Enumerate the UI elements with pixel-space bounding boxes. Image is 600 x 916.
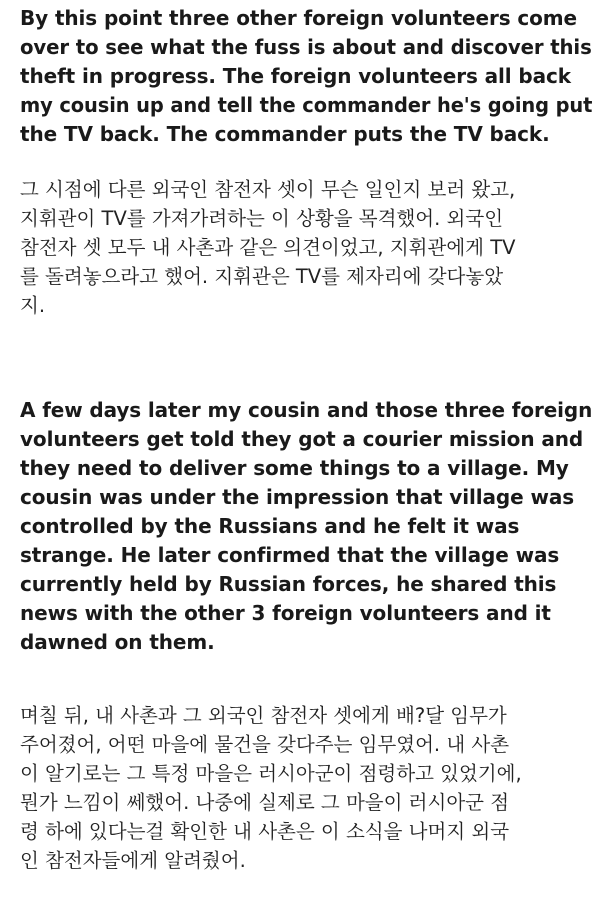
- text-line: 참전자 셋 모두 내 사촌과 같은 의견이었고, 지휘관에게 TV: [20, 236, 516, 259]
- text-line: my cousin up and tell the commander he's going put: [20, 93, 593, 117]
- paragraph-english-2: [20, 396, 592, 657]
- paragraph-korean-2: [20, 701, 592, 875]
- text-line: A few days later my cousin and those three foreign: [20, 398, 593, 422]
- text-line: cousin was under the impression that village was: [20, 485, 575, 509]
- paragraph-korean-1: [20, 175, 592, 320]
- text-line: currently held by Russian forces, he shared this: [20, 572, 557, 596]
- document-body: [20, 4, 592, 875]
- text-line: volunteers get told they got a courier mission and: [20, 427, 584, 451]
- text-line: 령 하에 있다는걸 확인한 내 사촌은 이 소식을 나머지 외국: [20, 820, 510, 843]
- text-line: strange. He later confirmed that the village was: [20, 543, 560, 567]
- text-line: 주어졌어, 어떤 마을에 물건을 갖다주는 임무였어. 내 사촌: [20, 733, 510, 756]
- paragraph-english-1: [20, 4, 592, 149]
- text-line: 이 알기로는 그 특정 마을은 러시아군이 점령하고 있었기에,: [20, 762, 522, 785]
- text-line: 지휘관이 TV를 가져가려하는 이 상황을 목격했어. 외국인: [20, 207, 504, 230]
- text-line: news with the other 3 foreign volunteers and it: [20, 601, 551, 625]
- text-line: over to see what the fuss is about and discover this: [20, 35, 592, 59]
- text-line: they need to deliver some things to a village. My: [20, 456, 569, 480]
- text-line: By this point three other foreign volunteers come: [20, 6, 577, 30]
- text-line: the TV back. The commander puts the TV back.: [20, 122, 550, 146]
- text-line: 지.: [20, 294, 46, 317]
- text-line: controlled by the Russians and he felt it was: [20, 514, 520, 538]
- text-line: 며칠 뒤, 내 사촌과 그 외국인 참전자 셋에게 배?달 임무가: [20, 704, 507, 727]
- text-line: 를 돌려놓으라고 했어. 지휘관은 TV를 제자리에 갖다놓았: [20, 265, 504, 288]
- text-line: 그 시점에 다른 외국인 참전자 셋이 무슨 일인지 보러 왔고,: [20, 178, 516, 201]
- text-line: 인 참전자들에게 알려줬어.: [20, 849, 246, 872]
- text-line: 뭔가 느낌이 쎄했어. 나중에 실제로 그 마을이 러시아군 점: [20, 791, 510, 814]
- text-line: theft in progress. The foreign volunteers all back: [20, 64, 571, 88]
- text-line: dawned on them.: [20, 630, 215, 654]
